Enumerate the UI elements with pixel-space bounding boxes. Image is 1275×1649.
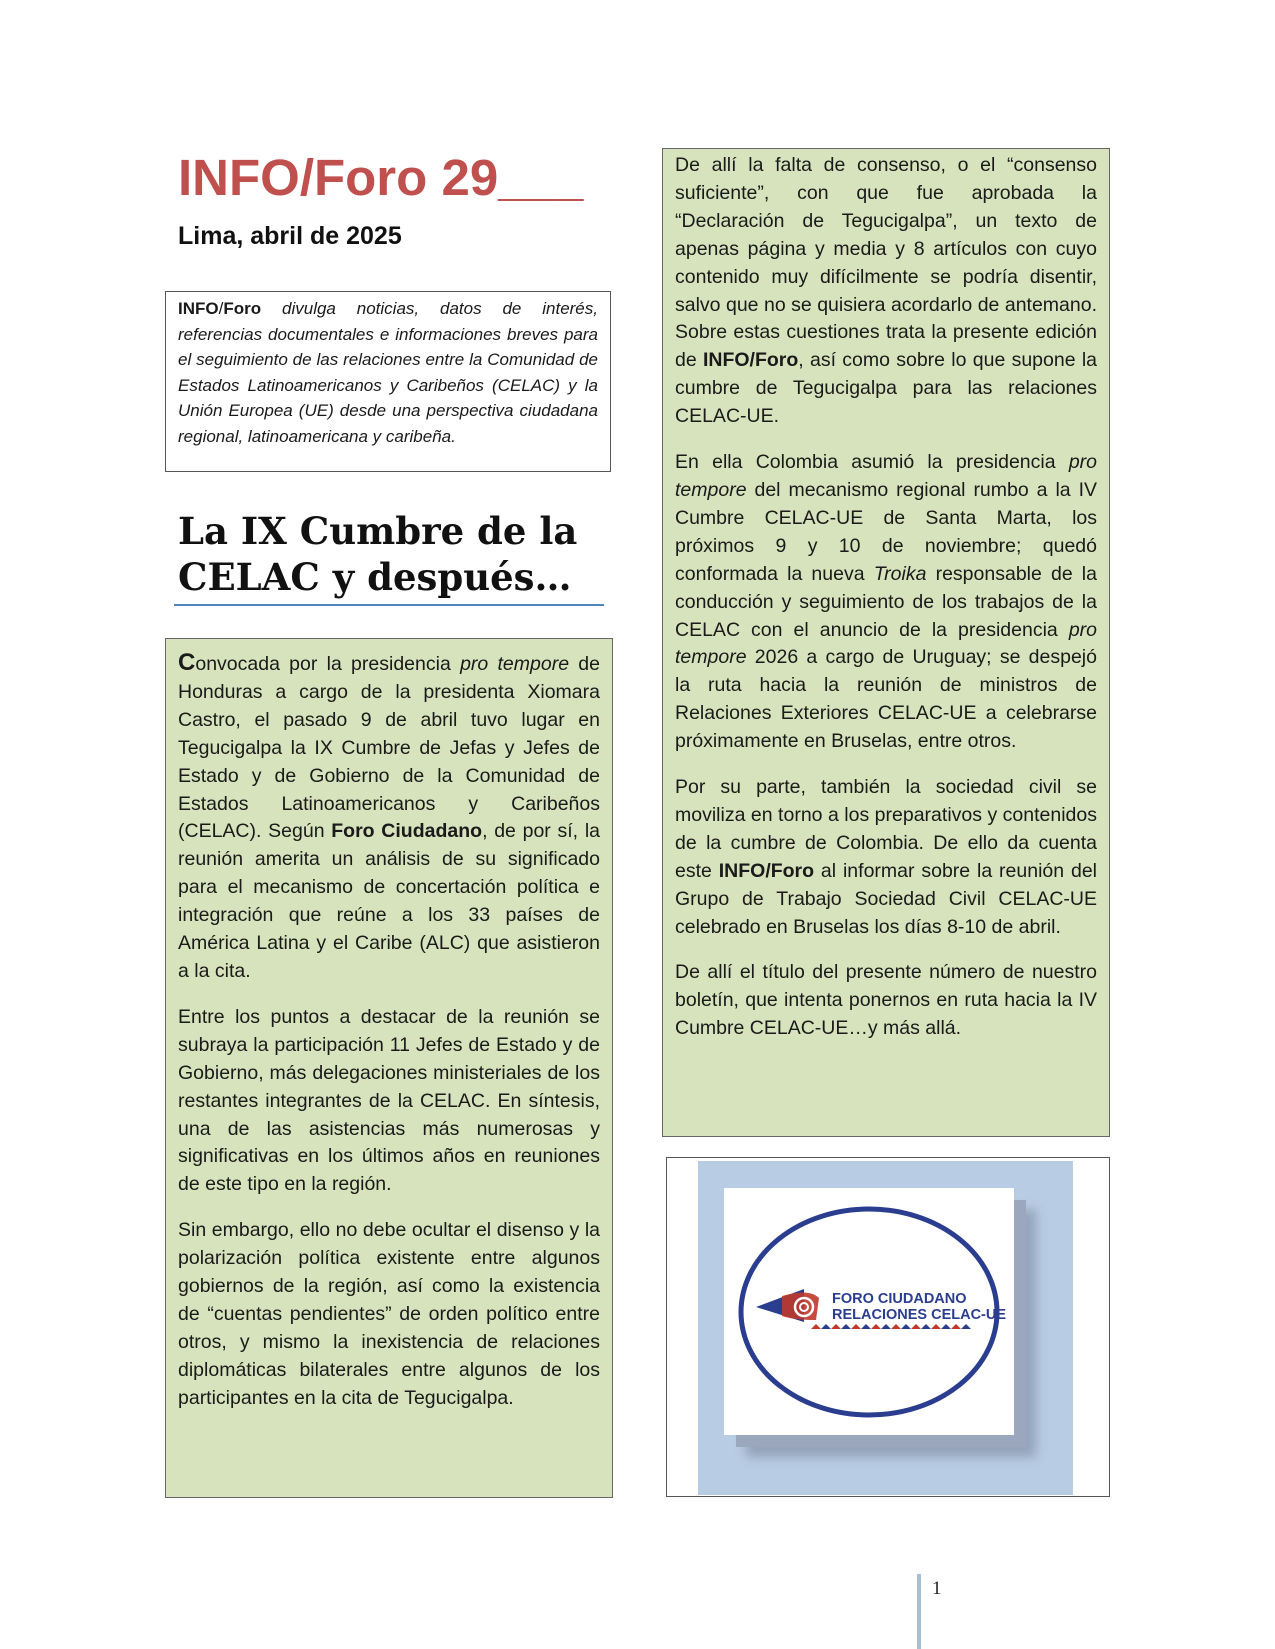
article-paragraph-2: Entre los puntos a destacar de la reunión se subraya la participación 11 Jefes de Estado y de Gobierno, más delegaciones ministeriales de los restantes integrantes de la CELAC. En síntesis, una de las asistencias más numerosas y significativas en los últimos años en reuniones de este tipo en la región.	[178, 1005, 600, 1196]
intro-lead-nfo: NFO	[182, 299, 219, 318]
logo-text-line1: FORO CIUDADANO	[832, 1291, 967, 1307]
article-paragraph-1: Convocada por la presidencia pro tempore de Honduras a cargo de la presidenta Xiomara Castro, el pasado 9 de abril tuvo lugar en Tegucigalpa la IX Cumbre de Jefas y Jefes de Estado y de Gobierno de la Comunidad de Estados Latinoamericanos y Caribeños (CELAC). Según Foro Ciudadano, de por sí, la reunión amerita un análisis de su significado para el mecanismo de concertación política e integración que reúne a los 33 países de América Latina y el Caribe (ALC) que asistieron a la cita.	[178, 649, 600, 982]
article-paragraph-5: En ella Colombia asumió la presidencia pro tempore del mecanismo regional rumbo a la IV Cumbre CELAC-UE de Santa Marta, los próximos 9 y 10 de noviembre; quedó conformada la nueva Troika responsable de la conducción y seguimiento de los trabajos de la CELAC con el anuncio de la presidencia pro tempore 2026 a cargo de Uruguay; se despejó la ruta hacia la reunión de ministros de Relaciones Exteriores CELAC-UE a celebrarse próximamente en Bruselas, entre otros.	[675, 451, 1097, 753]
dropcap: C	[178, 649, 196, 676]
article-box-left	[165, 638, 613, 1498]
intro-lead-slash: /	[218, 299, 224, 318]
article-paragraph-6: Por su parte, también la sociedad civil se moviliza en torno a los preparativos y contenidos de la cumbre de Colombia. De ello da cuenta este INFO/Foro al informar sobre la reunión del Grupo de Trabajo Sociedad Civil CELAC-UE celebrado en Bruselas los días 8-10 de abril.	[675, 776, 1097, 938]
newsletter-date: Lima, abril de 2025	[178, 222, 402, 250]
page-number: 1	[932, 1578, 942, 1599]
intro-text: divulga noticias, datos de interés, referencias documentales e informaciones breves para el seguimiento de las relaciones entre la Comunidad de Estados Latinoamericanos y Caribeños (CELAC) y la Unión Europea (UE) desde una perspectiva ciudadana regional, latinoamericana y caribeña.	[178, 299, 598, 446]
intro-lead-i: I	[178, 299, 183, 318]
intro-box	[165, 291, 611, 472]
foro-ciudadano-logo	[724, 1188, 1014, 1435]
logo-text-line2: RELACIONES CELAC-UE	[832, 1307, 1007, 1323]
newsletter-title: INFO/Foro 29___	[178, 149, 584, 206]
page-number-rule	[917, 1574, 921, 1649]
article-box-right	[662, 148, 1110, 1137]
article-paragraph-3: Sin embargo, ello no debe ocultar el disenso y la polarización política existente entre algunos gobiernos de la región, así como la existencia de “cuentas pendientes” de orden político entre otros, y mismo la inexistencia de relaciones diplomáticas bilaterales entre algunos de los participantes en la cita de Tegucigalpa.	[178, 1219, 600, 1409]
logo-triangle-border	[811, 1324, 971, 1329]
article-paragraph-4: De allí la falta de consenso, o el “consenso suficiente”, con que fue aprobada la “Declaración de Tegucigalpa”, un texto de apenas página y media y 8 artículos con cuyo contenido muy difícilmente se podría disentir, salvo que no se quisiera acordarlo de antemano. Sobre estas cuestiones trata la presente edición de INFO/Foro, así como sobre lo que supone la cumbre de Tegucigalpa para las relaciones CELAC-UE.	[675, 154, 1097, 428]
section-heading: La IX Cumbre de la CELAC y después…	[178, 509, 578, 599]
article-paragraph-7: De allí el título del presente número de nuestro boletín, que intenta ponernos en ruta hacia la IV Cumbre CELAC-UE…y más allá.	[675, 961, 1097, 1040]
heading-underline	[174, 604, 604, 606]
intro-lead-foro: Foro	[223, 299, 262, 318]
logo-card	[724, 1188, 1014, 1435]
